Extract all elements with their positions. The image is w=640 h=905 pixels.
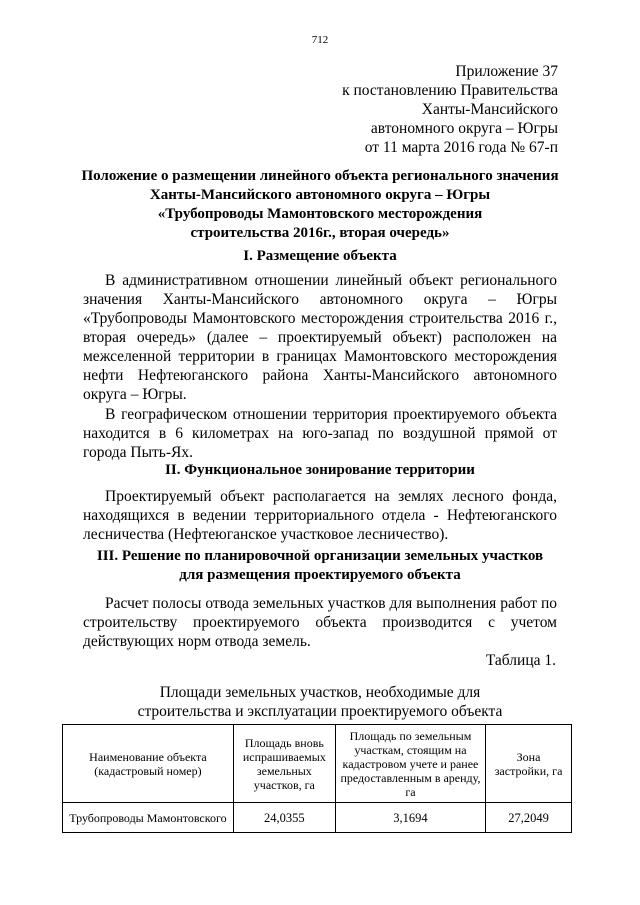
appendix-block bbox=[342, 62, 558, 157]
section-1-paragraph-1: В административном отношении линейный объект регионального значения Ханты-Мансийского автономного округа – Югры «Трубопроводы Мамонтовского месторождения строительства 2016 г., вторая очередь» (далее – проектируемый объект) расположен на межселенной территории в границах Мамонтовского месторождения нефти Нефтеюганского района Ханты-Мансийского автономного округа – Югры. bbox=[83, 272, 557, 403]
section-1-paragraph-2: В географическом отношении территория проектируемого объекта находится в 6 километрах на юго-запад по воздушной прямой от города Пыть-Ях. bbox=[83, 406, 557, 461]
section-3-heading-line: III. Решение по планировочной организации земельных участков bbox=[96, 548, 544, 564]
table-header-row bbox=[63, 725, 572, 803]
appendix-line: к постановлению Правительства bbox=[342, 82, 558, 99]
table-caption bbox=[60, 683, 580, 721]
table-cell-cadastral-area: 3,1694 bbox=[335, 803, 485, 833]
appendix-line: Ханты-Мансийского bbox=[421, 101, 558, 118]
title-line: Ханты-Мансийского автономного округа – Югры bbox=[149, 187, 491, 203]
table-header-cell: Площадь вновь испрашиваемых земельных участков, га bbox=[233, 725, 335, 803]
section-2-heading: II. Функциональное зонирование территории bbox=[165, 462, 475, 478]
appendix-line: Приложение 37 bbox=[455, 63, 558, 80]
appendix-line: автономного округа – Югры bbox=[370, 120, 558, 137]
table-header-cell: Площадь по земельным участкам, стоящим на кадастровом учете и ранее предоставленным в аренду, га bbox=[335, 725, 485, 803]
land-area-table bbox=[62, 724, 572, 833]
document-title bbox=[60, 167, 580, 243]
section-3-heading-line: для размещения проектируемого объекта bbox=[179, 567, 461, 583]
table-header-cell: Зона застройки, га bbox=[486, 725, 572, 803]
table-row bbox=[63, 803, 572, 833]
table-cell-new-area: 24,0355 bbox=[233, 803, 335, 833]
title-line: Положение о размещении линейного объекта регионального значения bbox=[81, 168, 559, 184]
section-1-heading: I. Размещение объекта bbox=[243, 248, 397, 264]
table-label: Таблица 1. bbox=[485, 652, 556, 669]
table-header-cell: Наименование объекта (кадастровый номер) bbox=[63, 725, 234, 803]
title-line: «Трубопроводы Мамонтовского месторождения bbox=[157, 206, 483, 222]
title-line: строительства 2016г., вторая очередь» bbox=[190, 225, 450, 241]
section-3-heading bbox=[60, 547, 580, 585]
table-caption-line: Площади земельных участков, необходимые для bbox=[159, 684, 481, 701]
table-caption-line: строительства и эксплуатации проектируемого объекта bbox=[137, 703, 503, 720]
table-cell-construction-zone: 27,2049 bbox=[486, 803, 572, 833]
appendix-line: от 11 марта 2016 года № 67-п bbox=[364, 139, 558, 156]
section-3-paragraph-1: Расчет полосы отвода земельных участков для выполнения работ по строительству проектируемого объекта производится с учетом действующих норм отвода земель. bbox=[83, 595, 557, 650]
table-cell-object-name: Трубопроводы Мамонтовского bbox=[63, 803, 234, 833]
section-2-paragraph-1: Проектируемый объект располагается на землях лесного фонда, находящихся в ведении территориального отдела - Нефтеюганского лесничества (Нефтеюганское участковое лесничество). bbox=[83, 488, 557, 543]
page-number: 712 bbox=[311, 34, 329, 46]
